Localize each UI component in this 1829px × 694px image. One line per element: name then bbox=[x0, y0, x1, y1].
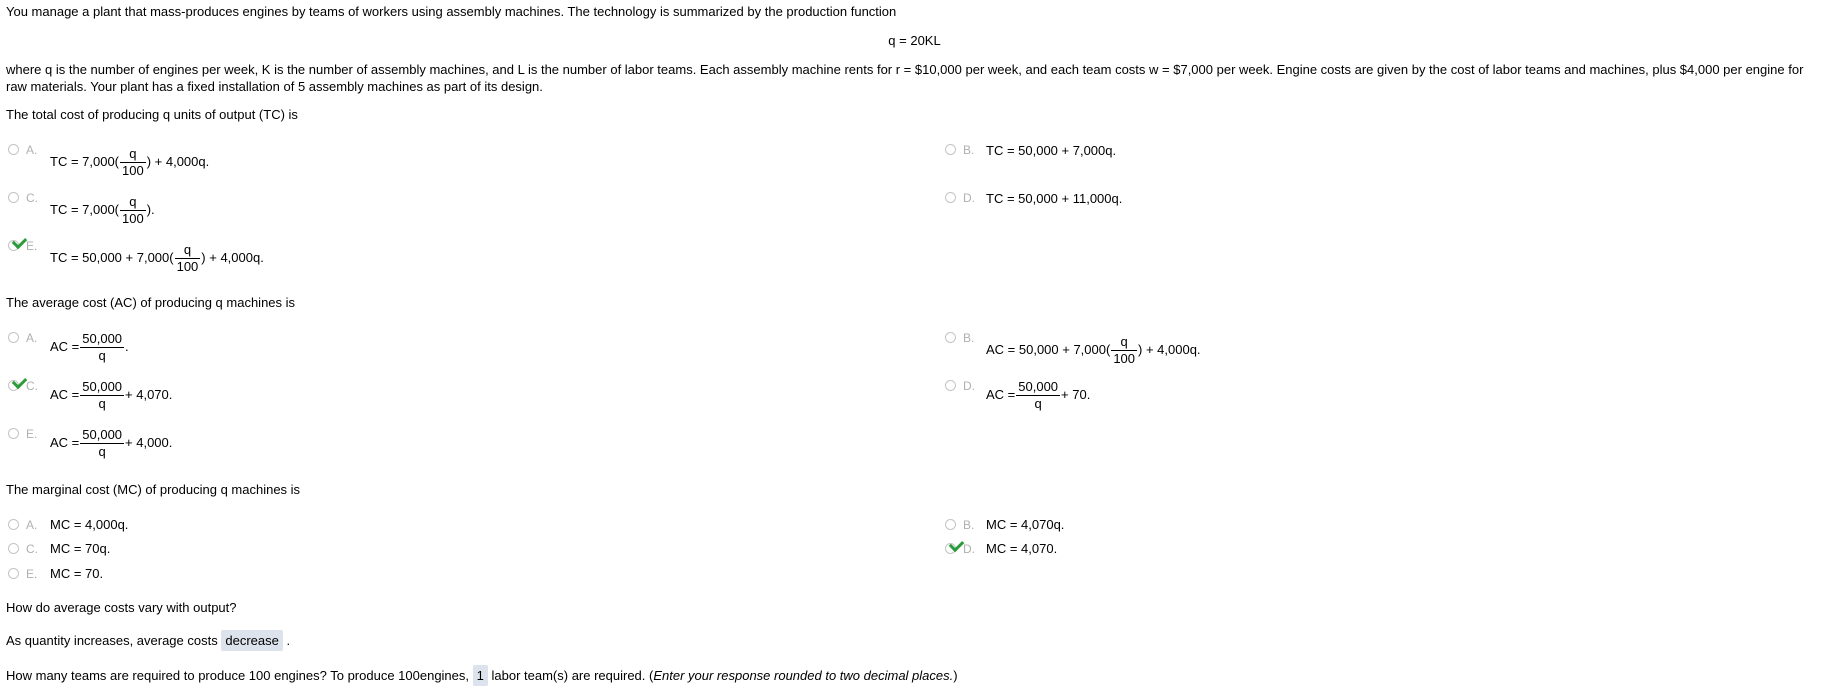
denominator: 100 bbox=[122, 163, 144, 178]
option-formula bbox=[50, 379, 172, 412]
fraction bbox=[1016, 379, 1060, 412]
formula-text: ) + 4,000q. bbox=[201, 249, 264, 265]
formula-text: ) + 4,000q. bbox=[1138, 341, 1201, 357]
option-letter: A. bbox=[26, 143, 38, 157]
radio-button[interactable] bbox=[8, 428, 19, 439]
fraction bbox=[120, 194, 146, 227]
option-letter: B. bbox=[963, 331, 975, 345]
average-cost-answer-field[interactable]: decrease bbox=[221, 630, 282, 651]
option-formula: MC = 4,070q. bbox=[986, 517, 1065, 532]
option-formula bbox=[50, 331, 129, 364]
option-letter: C. bbox=[26, 191, 38, 205]
formula-text: AC = bbox=[986, 386, 1016, 402]
option-formula bbox=[50, 427, 172, 460]
formula-text: . bbox=[125, 338, 129, 354]
option-letter: B. bbox=[963, 518, 975, 532]
numerator: 50,000 bbox=[82, 331, 123, 346]
production-function: q = 20KL bbox=[888, 33, 941, 48]
option-formula bbox=[986, 334, 1201, 367]
option-letter: E. bbox=[26, 239, 38, 253]
radio-button[interactable] bbox=[945, 192, 956, 203]
radio-button[interactable] bbox=[8, 192, 19, 203]
formula-text: ) + 4,000q. bbox=[146, 153, 210, 169]
formula-text: TC = 50,000 + 7,000( bbox=[50, 249, 174, 265]
formula-text: TC = 7,000( bbox=[50, 201, 120, 217]
option-letter: E. bbox=[26, 567, 38, 581]
option-formula bbox=[986, 379, 1090, 412]
q5-suffix: labor team(s) are required. ( bbox=[491, 668, 654, 683]
option-formula bbox=[50, 194, 155, 227]
numerator: 50,000 bbox=[82, 379, 123, 394]
radio-button[interactable] bbox=[8, 144, 19, 155]
q5-prefix: How many teams are required to produce 100 engines? To produce 100engines, bbox=[6, 668, 470, 683]
intro-text-line2: where q is the number of engines per week, K is the number of assembly machines, and L is the number of labor teams. Each assembly machine rents for r = $10,000 per week, and each team costs w = $7,000 per week. Engine costs are given by the cost of labor teams and machines, plus $4,000 per engine for raw materials. Your plant has a fixed installation of 5 assembly machines as part of its design. bbox=[6, 62, 1804, 94]
q2-prompt: The average cost (AC) of producing q machines is bbox=[6, 295, 296, 310]
fraction bbox=[80, 379, 124, 412]
option-formula: MC = 4,000q. bbox=[50, 517, 129, 532]
radio-button[interactable] bbox=[8, 519, 19, 530]
formula-text: TC = 7,000( bbox=[50, 153, 120, 169]
option-letter: D. bbox=[963, 542, 975, 556]
labor-teams-answer-field[interactable]: 1 bbox=[473, 665, 488, 686]
option-formula: MC = 4,070. bbox=[986, 541, 1058, 556]
denominator: 100 bbox=[176, 259, 199, 274]
answer-suffix: . bbox=[286, 633, 291, 648]
formula-text: ). bbox=[146, 201, 155, 217]
denominator: q bbox=[80, 443, 124, 460]
option-letter: C. bbox=[26, 379, 38, 393]
radio-button[interactable] bbox=[945, 380, 956, 391]
option-letter: D. bbox=[963, 379, 975, 393]
formula-text: AC = 50,000 + 7,000( bbox=[986, 341, 1111, 357]
option-letter: A. bbox=[26, 518, 38, 532]
option-letter: D. bbox=[963, 191, 975, 205]
option-letter: B. bbox=[963, 143, 975, 157]
answer-prefix: As quantity increases, average costs bbox=[6, 633, 218, 648]
formula-text: + 4,000. bbox=[125, 434, 173, 450]
denominator: q bbox=[80, 347, 124, 364]
q4-prompt: How do average costs vary with output? bbox=[6, 600, 237, 615]
numerator: q bbox=[183, 242, 192, 257]
option-formula: MC = 70q. bbox=[50, 541, 111, 556]
q5-line bbox=[6, 668, 958, 683]
q3-prompt: The marginal cost (MC) of producing q machines is bbox=[6, 482, 301, 497]
option-formula: TC = 50,000 + 11,000q. bbox=[986, 191, 1123, 206]
fraction bbox=[80, 331, 124, 364]
q4-answer-line bbox=[6, 633, 290, 648]
numerator: q bbox=[129, 146, 137, 161]
denominator: q bbox=[1016, 395, 1060, 412]
numerator: q bbox=[129, 194, 137, 209]
radio-button[interactable] bbox=[8, 543, 19, 554]
option-formula bbox=[50, 146, 209, 179]
option-formula: TC = 50,000 + 7,000q. bbox=[986, 143, 1117, 158]
option-letter: E. bbox=[26, 427, 38, 441]
numerator: 50,000 bbox=[82, 427, 123, 442]
denominator: 100 bbox=[122, 211, 144, 226]
formula-text: AC = bbox=[50, 338, 80, 354]
q1-prompt: The total cost of producing q units of output (TC) is bbox=[6, 107, 298, 122]
formula-text: AC = bbox=[50, 434, 80, 450]
numerator: q bbox=[1120, 334, 1128, 349]
formula-text: AC = bbox=[50, 386, 80, 402]
q5-close: ) bbox=[953, 668, 958, 683]
intro-text-line1: You manage a plant that mass-produces engines by teams of workers using assembly machines. The technology is summarized by the production function bbox=[6, 4, 897, 19]
denominator: 100 bbox=[1113, 351, 1136, 366]
fraction bbox=[1111, 334, 1137, 367]
radio-button[interactable] bbox=[945, 332, 956, 343]
radio-button[interactable] bbox=[945, 144, 956, 155]
option-letter: C. bbox=[26, 542, 38, 556]
fraction bbox=[120, 146, 146, 179]
radio-button[interactable] bbox=[945, 519, 956, 530]
denominator: q bbox=[80, 395, 124, 412]
option-formula: MC = 70. bbox=[50, 566, 104, 581]
numerator: 50,000 bbox=[1018, 379, 1059, 394]
fraction bbox=[80, 427, 124, 460]
radio-button[interactable] bbox=[8, 332, 19, 343]
q5-instruction: Enter your response rounded to two decimal places. bbox=[653, 668, 954, 683]
option-letter: A. bbox=[26, 331, 38, 345]
fraction bbox=[175, 242, 201, 275]
radio-button[interactable] bbox=[8, 568, 19, 579]
formula-text: + 70. bbox=[1061, 386, 1091, 402]
formula-text: + 4,070. bbox=[125, 386, 173, 402]
option-formula bbox=[50, 242, 264, 275]
